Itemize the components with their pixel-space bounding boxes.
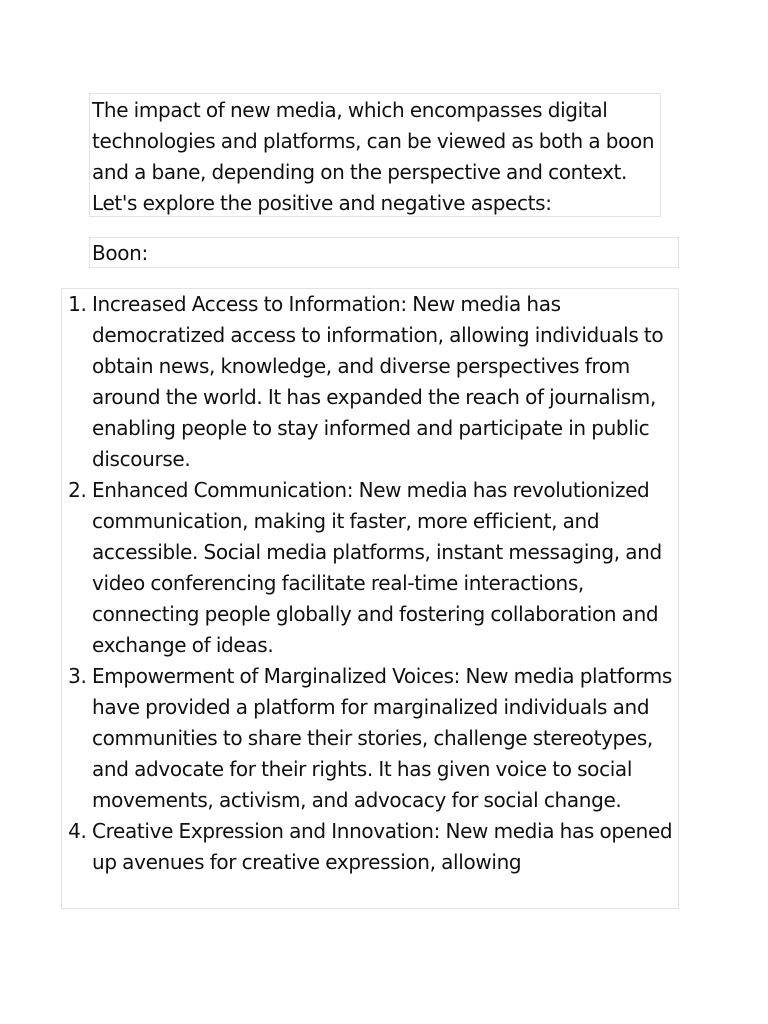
list-item: 3. Empowerment of Marginalized Voices: New media platforms have provided a platform for marginalized individuals and communities to share their stories, challenge stereotypes, and advocate for their rights. It has given voice to social movements, activism, and advocacy for social change.: [92, 661, 676, 816]
list-item: 2. Enhanced Communication: New media has revolutionized communication, making it faster, more efficient, and accessible. Social media platforms, instant messaging, and video conferencing facilitate real-time interactions, connecting people globally and fostering collaboration and exchange of ideas.: [92, 475, 676, 661]
boon-heading: Boon:: [89, 237, 679, 268]
intro-paragraph: The impact of new media, which encompasses digital technologies and platforms, can be viewed as both a boon and a bane, depending on the perspective and context. Let's explore the positive and negative aspects:: [89, 93, 661, 217]
boon-list-container: [61, 288, 679, 909]
list-item: 4. Creative Expression and Innovation: New media has opened up avenues for creative expression, allowing: [92, 816, 676, 878]
list-item: 1. Increased Access to Information: New media has democratized access to information, allowing individuals to obtain news, knowledge, and diverse perspectives from around the world. It has expanded the reach of journalism, enabling people to stay informed and participate in public discourse.: [92, 289, 676, 475]
boon-list: [62, 289, 678, 878]
